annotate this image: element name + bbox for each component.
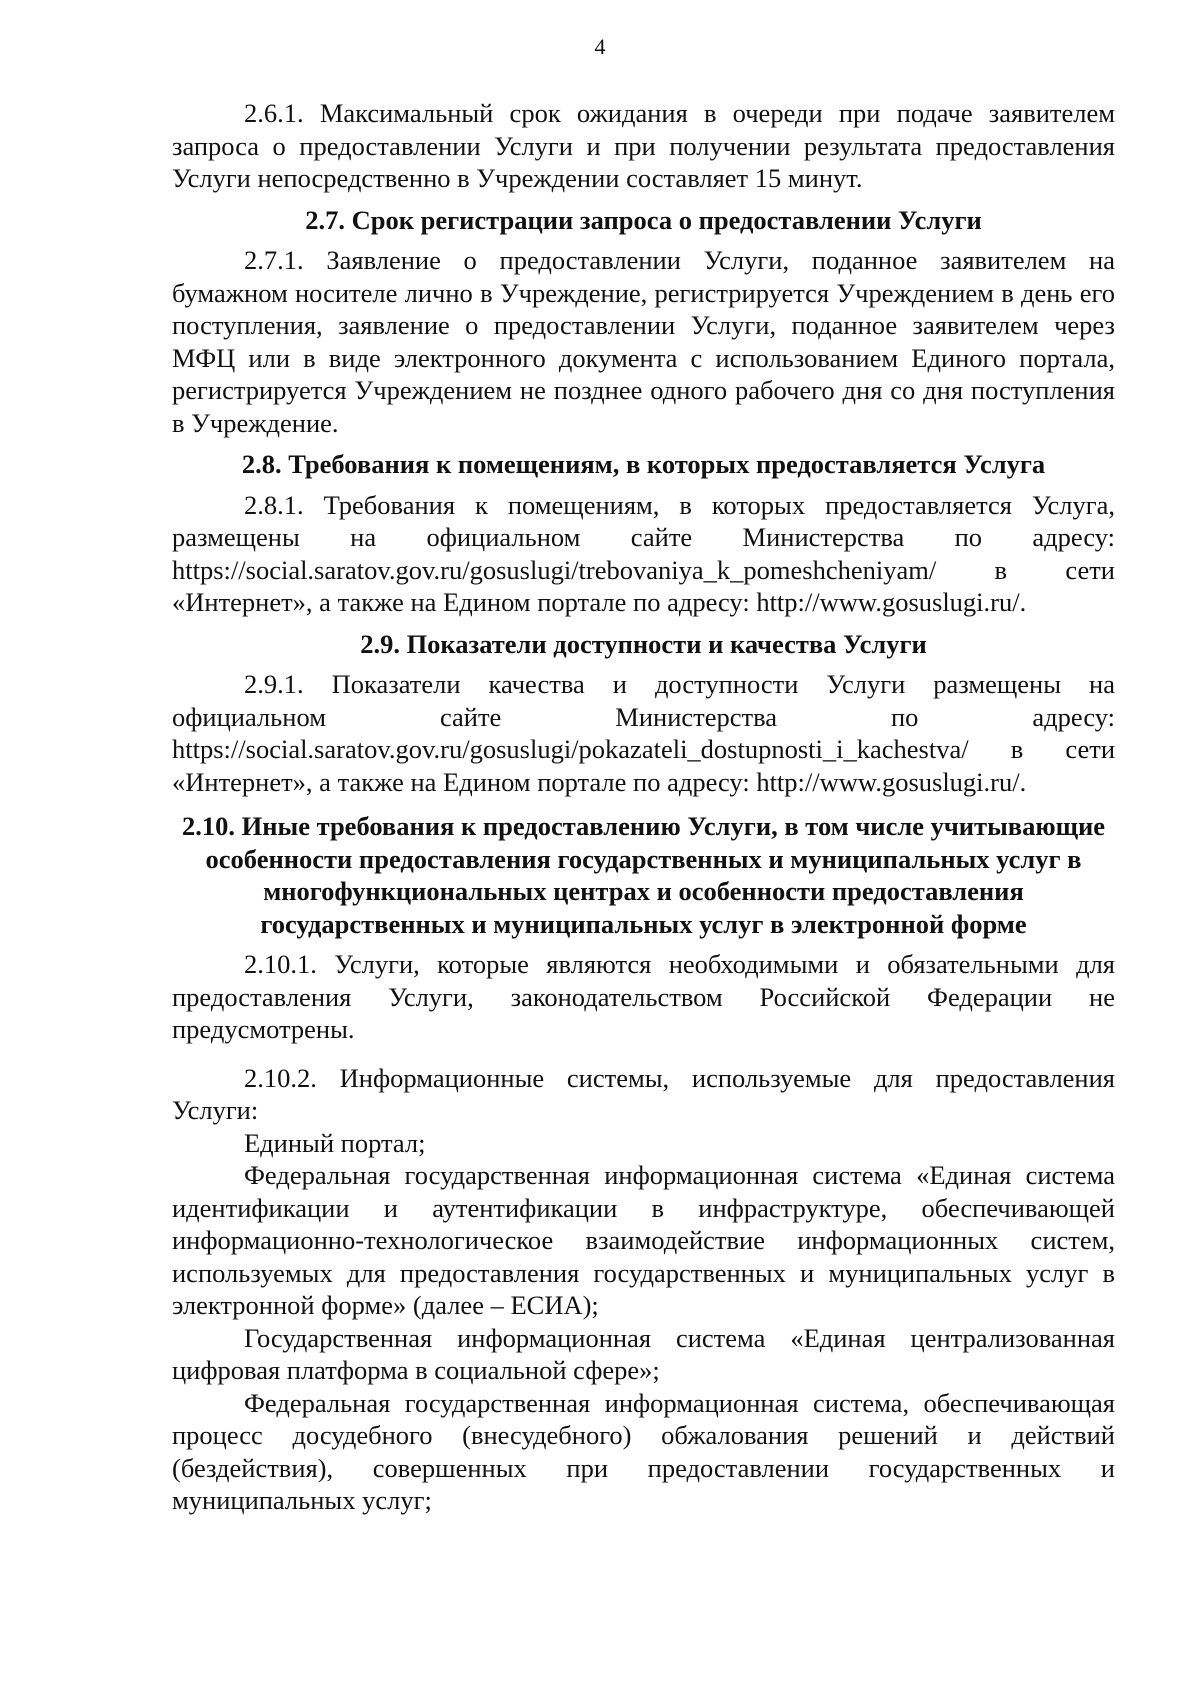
paragraph: 2.9.1. Показатели качества и доступности Услуги размещены на официальном сайте Министерства по адресу: https://social.saratov.gov.ru/gosuslugi/pokazateli_dostupnosti_i_kachestva/ в сети «Интернет», а также на Едином портале по адресу: http://www.gosuslugi.ru/. <box>172 669 1115 797</box>
section-heading: 2.7. Срок регистрации запроса о предоставлении Услуги <box>305 204 982 235</box>
paragraph: 2.10.2. Информационные системы, используемые для предоставления Услуги: <box>172 1062 1115 1125</box>
paragraph: Единый портал; <box>244 1127 426 1158</box>
paragraph: 2.10.1. Услуги, которые являются необходимыми и обязательными для предоставления Услуги, законодательством Российской Федерации не предусмотрены. <box>172 949 1115 1044</box>
page-number: 4 <box>594 34 606 59</box>
paragraph: 2.6.1. Максимальный срок ожидания в очереди при подаче заявителем запроса о предоставлении Услуги и при получении результата предоставления Услуги непосредственно в Учреждении составляет 15 минут. <box>172 98 1115 193</box>
section-heading: 2.10. Иные требования к предоставлению Услуги, в том числе учитывающие особенности предоставления государственных и муниципальных услуг в многофункциональных центрах и особенности предоставления государственных и муниципальных услуг в электронной форме <box>182 811 1105 939</box>
document-body <box>172 97 1115 1517</box>
paragraph: 2.7.1. Заявление о предоставлении Услуги, поданное заявителем на бумажном носителе лично в Учреждение, регистрируется Учреждением в день его поступления, заявление о предоставлении Услуги, поданное заявителем через МФЦ или в виде электронного документа с использованием Единого портала, регистрируется Учреждением не позднее одного рабочего дня со дня поступления в Учреждение. <box>172 245 1115 438</box>
paragraph: Федеральная государственная информационная система «Единая система идентификации и аутентификации в инфраструктуре, обеспечивающей информационно-технологическое взаимодействие информационных систем, используемых для предоставления государственных и муниципальных услуг в электронной форме» (далее – ЕСИА); <box>172 1160 1115 1320</box>
section-heading: 2.8. Требования к помещениям, в которых предоставляется Услуга <box>241 449 1046 479</box>
paragraph: Федеральная государственная информационная система, обеспечивающая процесс досудебного (внесудебного) обжалования решений и действий (бездействия), совершенных при предоставлении государственных и муниципальных услуг; <box>172 1387 1115 1515</box>
paragraph: 2.8.1. Требования к помещениям, в которых предоставляется Услуга, размещены на официальном сайте Министерства по адресу: https://social.saratov.gov.ru/gosuslugi/trebovaniya_k_pomeshcheniyam/ в сети «Интернет», а также на Едином портале по адресу: http://www.gosuslugi.ru/. <box>172 489 1115 617</box>
paragraph: Государственная информационная система «Единая централизованная цифровая платформа в социальной сфере»; <box>172 1322 1115 1385</box>
section-heading: 2.9. Показатели доступности и качества Услуги <box>360 628 927 659</box>
